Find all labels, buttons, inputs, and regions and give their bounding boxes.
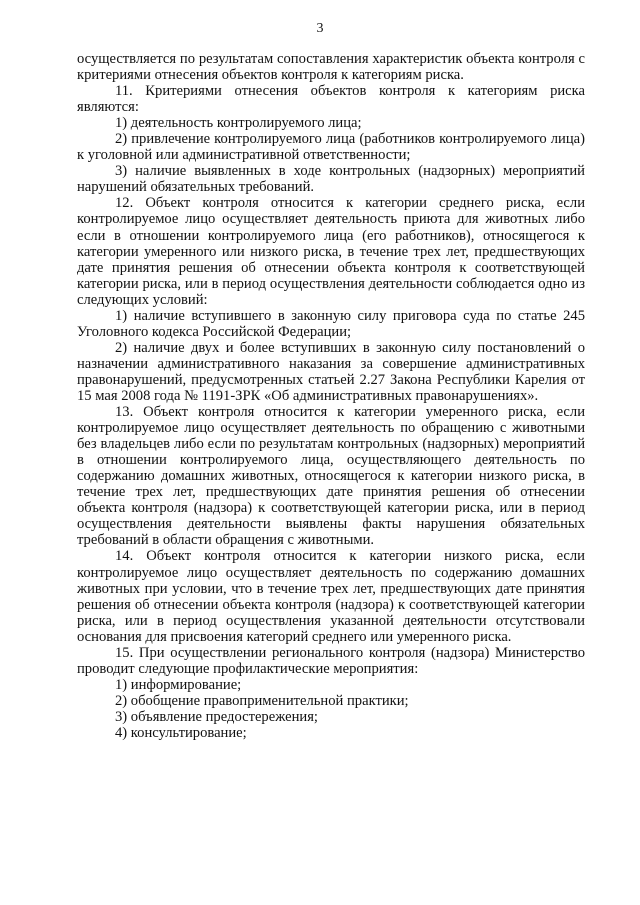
paragraph-11-item-2: 2) привлечение контролируемого лица (работников контролируемого лица) к уголовной или административной ответственности; bbox=[77, 131, 585, 164]
paragraph-15-item-1: 1) информирование; bbox=[115, 676, 242, 693]
paragraph-14: 14. Объект контроля относится к категории низкого риска, если контролируемое лицо осуществляет деятельность по содержанию домашних животных при условии, что в течение трех лет, предшествующих дате принятия решения об отнесении объекта контроля (надзора) к соответствующей категории риска, или в период осуществления указанной деятельности отсутствовали основания для присвоения категорий среднего или умеренного риска. bbox=[77, 548, 585, 645]
paragraph-15-item-2: 2) обобщение правоприменительной практики; bbox=[115, 692, 409, 709]
paragraph-11-item-1: 1) деятельность контролируемого лица; bbox=[115, 115, 362, 132]
paragraph-12-item-1: 1) наличие вступившего в законную силу приговора суда по статье 245 Уголовного кодекса Российской Федерации; bbox=[77, 307, 585, 340]
paragraph-11: 11. Критериями отнесения объектов контроля к категориям риска являются: bbox=[77, 83, 585, 116]
paragraph-15-item-3: 3) объявление предостережения; bbox=[115, 708, 318, 725]
paragraph-15-item-4: 4) консультирование; bbox=[115, 724, 247, 741]
paragraph-12: 12. Объект контроля относится к категории среднего риска, если контролируемое лицо осуществляет деятельность приюта для животных либо если в отношении контролируемого лица (его работников), относящегося к категории умеренного или низкого риска, в течение трех лет, предшествующих дате принятия решения об отнесении объекта контроля к соответствующей категории риска, или в период осуществления деятельности соблюдается одно из следующих условий: bbox=[77, 195, 585, 308]
paragraph-13: 13. Объект контроля относится к категории умеренного риска, если контролируемое лицо осуществляет деятельность по обращению с животными без владельцев либо если по результатам контрольных (надзорных) мероприятий в отношении контролируемого лица, осуществляющего деятельность по содержанию домашних животных, относящегося к категории низкого риска, в течение трех лет, предшествующих дате принятия решения об отнесении объекта контроля (надзора) к соответствующей категории риска, или в период осуществления деятельности выявлены факты нарушения обязательных требований в области обращения с животными. bbox=[77, 404, 585, 549]
paragraph-continuation: осуществляется по результатам сопоставления характеристик объекта контроля с критериями отнесения объектов контроля к категориям риска. bbox=[77, 51, 585, 84]
document-body bbox=[77, 51, 585, 741]
paragraph-15: 15. При осуществлении регионального контроля (надзора) Министерство проводит следующие профилактические мероприятия: bbox=[77, 644, 585, 677]
page-number: 3 bbox=[316, 21, 324, 36]
paragraph-12-item-2: 2) наличие двух и более вступивших в законную силу постановлений о назначении административного наказания за совершение административных правонарушений, предусмотренных статьей 2.27 Закона Республики Карелия от 15 мая 2008 года № 1191-ЗРК «Об административных правонарушениях». bbox=[77, 339, 585, 404]
paragraph-11-item-3: 3) наличие выявленных в ходе контрольных (надзорных) мероприятий нарушений обязательных требований. bbox=[77, 163, 585, 196]
